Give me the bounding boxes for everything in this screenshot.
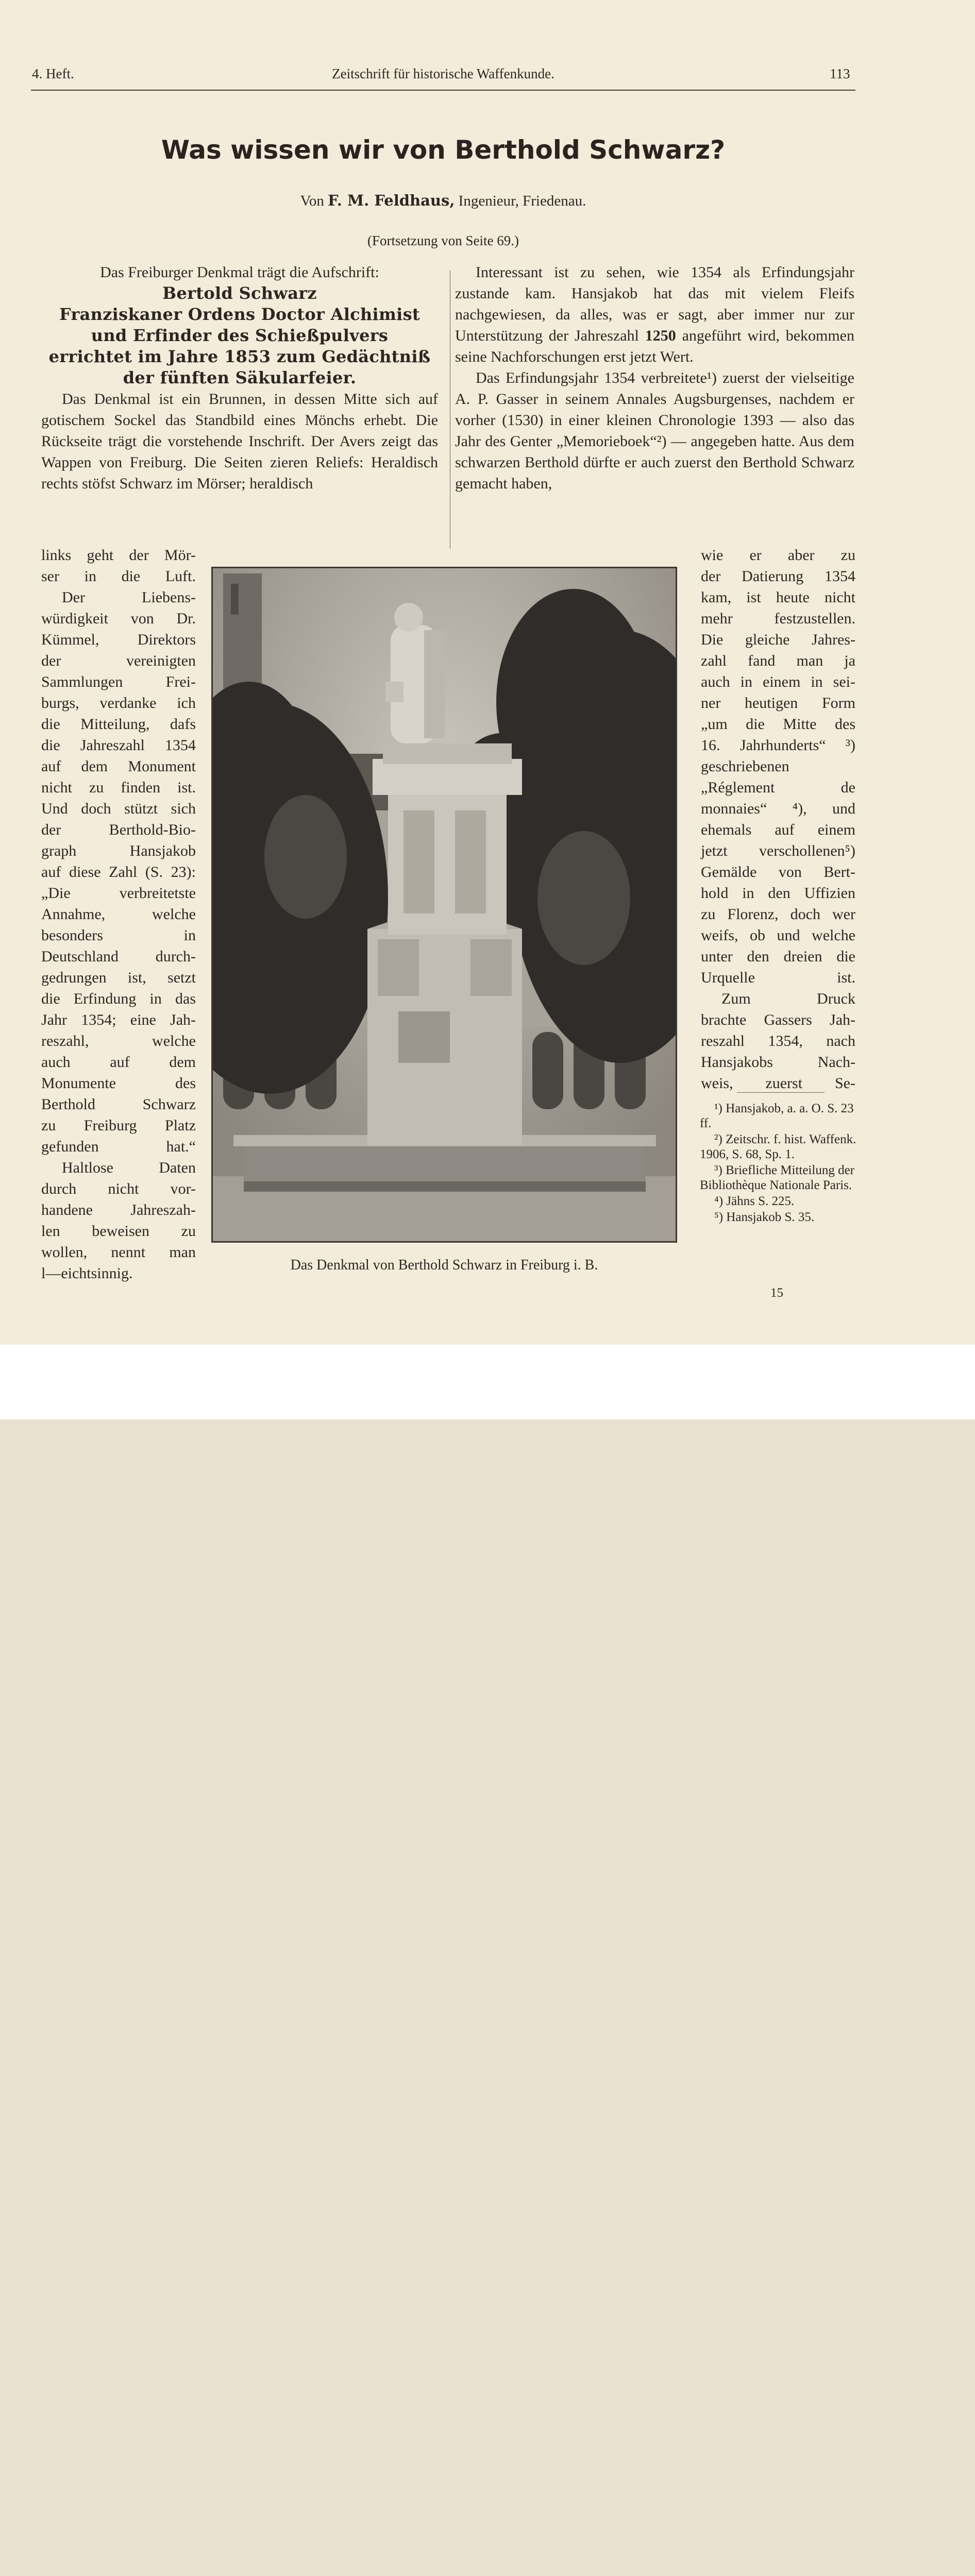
text-line: nicht zu finden ist. xyxy=(41,779,196,796)
text-line: auch in einem in sei- xyxy=(701,673,855,690)
text-line: Jahr 1354; eine Jah- xyxy=(41,1011,196,1028)
text-line: ehemals auf einem xyxy=(701,821,855,838)
monument-illustration xyxy=(213,568,676,1241)
text-line: unter den dreien die xyxy=(701,948,855,965)
text-line: wollen, nennt man xyxy=(41,1244,196,1261)
left-column-narrow xyxy=(41,545,196,1284)
text-line: der Datierung 1354 xyxy=(701,568,855,585)
journal-title: Zeitschrift für historische Waffenkunde. xyxy=(332,66,554,81)
text-line: gefunden hat.“ xyxy=(41,1138,196,1155)
text-line: Hansjakobs Nach- xyxy=(701,1054,855,1071)
text-line: monnaies“ ⁴), und xyxy=(701,800,855,817)
paragraph: Das Denkmal ist ein Brunnen, in dessen Mitte sich auf gotischem Sockel das Standbild eines Mönchs erhebt. Die Rückseite trägt die vorstehende Inschrift. Der Avers zeigt das Wappen von Freiburg. Die Seiten zieren Reliefs: Heraldisch rechts stöfst Schwarz im Mörser; heraldisch xyxy=(41,391,438,492)
text-line: Annahme, welche xyxy=(41,906,196,923)
footnote: ⁴) Jähns S. 225. xyxy=(714,1194,795,1208)
text-line: jetzt verschollenen⁵) xyxy=(701,842,855,859)
text-line: zahl fand man ja xyxy=(701,652,855,669)
byline xyxy=(0,192,886,210)
text-line: Monumente des xyxy=(41,1075,196,1092)
text-line: weifs, ob und welche xyxy=(701,927,855,944)
text-line: die Mitteilung, dafs xyxy=(41,716,196,733)
text-line: ner heutigen Form xyxy=(701,694,855,711)
text-line: Urquelle ist. xyxy=(701,969,855,986)
text-line: besonders in xyxy=(41,927,196,944)
bold-year: 1250 xyxy=(645,327,676,344)
text-line: Und doch stützt sich xyxy=(41,800,196,817)
text-line: reszahl, welche xyxy=(41,1032,196,1049)
header-rule xyxy=(31,90,855,91)
text-line: der vereinigten xyxy=(41,652,196,669)
text-line: zu Freiburg Platz xyxy=(41,1117,196,1134)
footnote: ¹) Hansjakob, a. a. O. S. 23 ff. xyxy=(700,1101,854,1130)
text-line: ser in die Luft. xyxy=(41,568,196,585)
text-line: len beweisen zu xyxy=(41,1223,196,1240)
issue-label: 4. Heft. xyxy=(32,66,74,81)
text-line: Kümmel, Direktors xyxy=(41,631,196,648)
text-line: geschriebenen xyxy=(701,758,789,775)
left-column-top xyxy=(41,262,438,494)
text-line: handene Jahreszah- xyxy=(41,1201,196,1218)
text-line: auf dem Monument xyxy=(41,758,196,775)
text-line: Die gleiche Jahres- xyxy=(701,631,855,648)
byline-suffix: Ingenieur, Friedenau. xyxy=(458,193,586,209)
footnotes xyxy=(700,1101,857,1226)
library-footer xyxy=(0,1345,975,1419)
footnote-rule xyxy=(737,1092,825,1093)
text-line: wie er aber zu xyxy=(701,547,855,564)
photo-caption: Das Denkmal von Berthold Schwarz in Freiburg i. B. xyxy=(290,1257,598,1273)
inscription-line: und Erfinder des Schießpulvers xyxy=(91,326,389,345)
continuation-note: (Fortsetzung von Seite 69.) xyxy=(367,233,519,248)
page-number: 113 xyxy=(830,66,850,81)
paragraph: Das Erfindungsjahr 1354 verbreitete¹) zuerst der vielseitige A. P. Gasser in seinem Annales Augsburgenses, nachdem er vorher (1530) in einer kleinen Chronologie 1393 — also das Jahr des Genter „Memorieboek“²) — angegeben hatte. Aus dem schwarzen Berthold dürfte er auch zuerst den Berthold Schwarz gemacht haben, xyxy=(455,369,854,492)
footnote: ⁵) Hansjakob S. 35. xyxy=(714,1210,815,1224)
text-line: weis, zuerst Se- xyxy=(701,1075,855,1092)
text-line: Zum Druck xyxy=(721,990,855,1007)
text-line: Berthold Schwarz xyxy=(41,1096,196,1113)
text-line: reszahl 1354, nach xyxy=(701,1032,855,1049)
text-line: mehr festzustellen. xyxy=(701,610,855,627)
text-line: würdigkeit von Dr. xyxy=(41,610,196,627)
text-line: Haltlose Daten xyxy=(62,1159,196,1176)
footnote: ³) Briefliche Mitteilung der Bibliothèque Nationale Paris. xyxy=(700,1163,854,1192)
text-line: zu Florenz, doch wer xyxy=(701,906,855,923)
text-line: auch auf dem xyxy=(41,1054,196,1071)
footnote: ²) Zeitschr. f. hist. Waffenk. 1906, S. 68, Sp. 1. xyxy=(700,1132,856,1161)
right-column-top xyxy=(455,262,854,494)
monument-photograph xyxy=(211,567,677,1243)
text-line: Der Liebens- xyxy=(62,589,196,606)
text-line: die Erfindung in das xyxy=(41,990,196,1007)
inscription-intro: Das Freiburger Denkmal trägt die Aufschrift: xyxy=(100,264,379,281)
text-line: „Réglement de xyxy=(701,779,855,796)
inscription-line: Bertold Schwarz xyxy=(162,283,317,303)
text-line: hold in den Uffizien xyxy=(701,885,855,902)
text-line: durch nicht vor- xyxy=(41,1180,196,1197)
inscription-line: errichtet im Jahre 1853 zum Gedächtniß xyxy=(48,347,431,366)
text-line: 16. Jahrhunderts“ ³) xyxy=(701,737,855,754)
text-line: „um die Mitte des xyxy=(701,716,855,733)
text-line: Sammlungen Frei- xyxy=(41,673,196,690)
text-line: burgs, verdanke ich xyxy=(41,694,196,711)
article-title: Was wissen wir von Berthold Schwarz? xyxy=(161,135,726,165)
text-line: Gemälde von Bert- xyxy=(701,863,855,880)
paragraph: Interessant ist zu sehen, wie 1354 als Erfindungsjahr zustande kam. Hansjakob hat das mit vielem Fleifs nachgewiesen, da alles, was er sagt, aber immer nur zur Unterstützung der Jahreszahl 1250 angeführt wird, bekommen seine Nachforschungen erst jetzt Wert. xyxy=(455,264,854,365)
right-column-narrow xyxy=(701,545,855,1094)
byline-author: F. M. Feldhaus, xyxy=(328,192,455,209)
text-line: „Die verbreitetste xyxy=(41,885,196,902)
inscription-line: der fünften Säkularfeier. xyxy=(123,368,357,387)
byline-prefix: Von xyxy=(300,193,324,209)
text-line: der Berthold-Bio- xyxy=(41,821,196,838)
inscription-line: Franziskaner Ordens Doctor Alchimist xyxy=(59,304,420,324)
text-line: graph Hansjakob xyxy=(41,842,196,859)
signature-mark: 15 xyxy=(770,1286,783,1300)
text-line: auf diese Zahl (S. 23): xyxy=(41,863,196,880)
text-line: gedrungen ist, setzt xyxy=(41,969,196,986)
text-line: l—eichtsinnig. xyxy=(41,1265,133,1282)
text-line: brachte Gassers Jah- xyxy=(701,1011,855,1028)
text-line: Deutschland durch- xyxy=(41,948,196,965)
inscription xyxy=(41,283,438,388)
text-line: die Jahreszahl 1354 xyxy=(41,737,196,754)
text-line: kam, ist heute nicht xyxy=(701,589,855,606)
text-line: links geht der Mör- xyxy=(41,547,196,564)
